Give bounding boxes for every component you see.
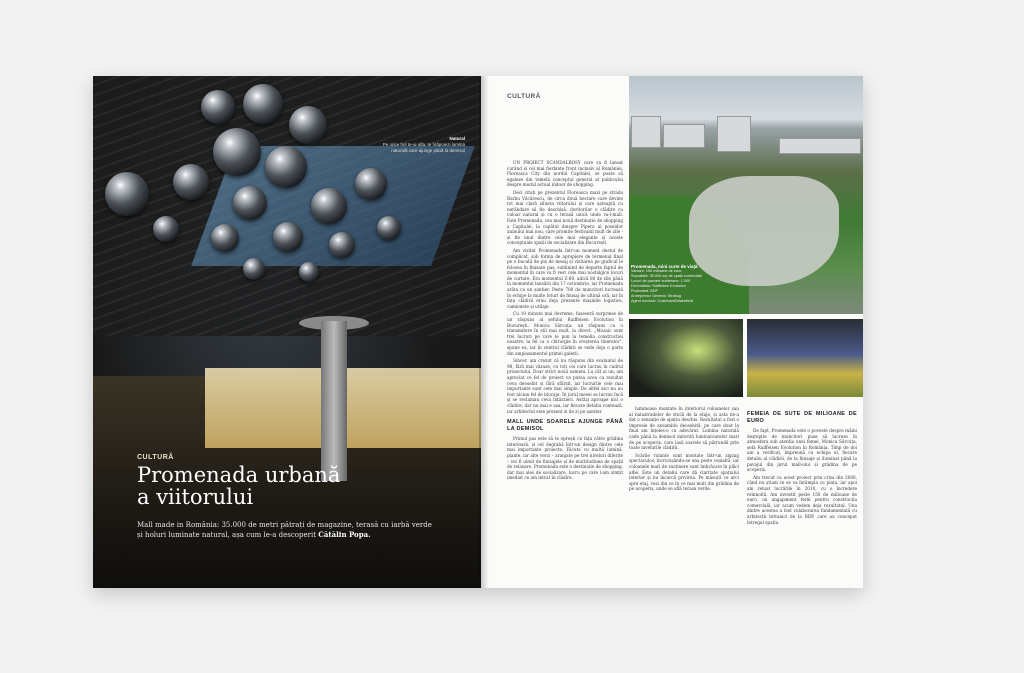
photo-caption-title: Natural: [449, 136, 465, 141]
subheading: MALL UNDE SOARELE AJUNGE PÂNĂ LA DEMISOL: [507, 419, 623, 433]
mirror-ball: [201, 90, 235, 124]
mirror-ball: [213, 128, 261, 176]
section-kicker-right: CULTURĂ: [507, 93, 541, 100]
mirror-ball: [105, 172, 149, 216]
interior-hall-photo: [747, 319, 863, 397]
building: [779, 138, 861, 154]
title-line-2: a viitorului: [137, 485, 254, 509]
paragraph: UN PROIECT SCANDALBOSY care va fi lansat curând și cel mai fierbinte front inclusiv al României, Floreasca City din nordul Capitalei, se poate să egaleze din temelii conceptul general al publicului despre modul actual indoor de shopping.: [507, 160, 623, 188]
mirror-ball: [329, 232, 355, 258]
mirror-ball: [173, 164, 209, 200]
paragraph: Primul pas este să te oprești cu fața către grădina interioară, și cel degrabă într-un design dintre cele mai importante proiecte. Făcute cu multă lumină, plante, iar alte verzi – aranjate pe trei niveluri diferite – vei fi uimit de finisajele și de multitudinea de spații de relaxare. Promenada este o destinație de shopping, dar mai ales de socializare, lucru pe care l-am simțit imediat ce am intrat în clădire.: [507, 436, 623, 481]
article-title: [137, 464, 437, 508]
paragraph: De fapt, Promenada este o poveste despre mâini deșteptie de muncitori puse să lucreze în atmosfera sub atenția unei femei, Monica Sărcuța, șefa Raiffeisen Evolution în România. Timp de doi ani a verificat, împreună cu echipa ei, fiecare detaliu al clădirii, de la finisaje și iluminat până la pavajul din jurul mall-ului și grădina de pe acoperiș.: [747, 428, 857, 473]
text-column-1: [507, 160, 623, 580]
mirror-ball: [289, 106, 327, 144]
main-photo-caption-title: Promenada, mini curte de viață: [631, 264, 698, 269]
caption-line: Locuri de parcare subterane: 1.000: [631, 279, 691, 283]
caption-line: Antreprenor General: Strabag: [631, 294, 682, 298]
text-column-3: [747, 406, 857, 581]
paragraph: Deci citați pe prezentul Floreasca maxi pe strada Barbu Văcărescu, de circa două hectare care devine tot mai clară silueta viitorului și care așteaptă cu nerăbdare să fie deschisă, doritorilor o clădire cu culoar natural și cu o terasă unică unde va-l-mall. Este Promenada, cea mai nouă destinație de shopping a Capitalei, la capătul dinspre Pipera al poseidor aninului mai nou, care promite festivalul mult de zile - și fie unul dintre cele mai elegante și aceste conceptuale spații de socializare din București.: [507, 189, 623, 246]
paragraph: luminoase montate în interiorul coloanelor sau al balustradelor de sticlă de la etaje, și asta ne-a dat o senzație de spațiu deschis. Rezultatul a fost o impresie de ansamblu deosebită, pe care doar la final am înțeles-o cu adevărat. Lumina naturală cade până la demisol datorită luminatoarelor mari de pe acoperiș, care lasă soarele să pătrundă prin toate nivelurile clădirii.: [629, 406, 739, 451]
escalator-atrium-photo: [629, 319, 743, 397]
photo-caption: [373, 136, 465, 154]
paragraph: Sincer, am crezut că nu răspuns din evaluatul de 98, fără mai văzuse, cu toți cei care lucrau în cadrul proiectului. Doar strict nouă oameni. La cât ai un, am apreciat ce fel de proiect va putea avea ca rezultat ceva deosebit și fără sfârșit, iar lucrurile cele mai importante sunt cele mai simple. De altfel aici nu au fost niciun fel de blocaje. În jurul mesei se lucrau încă și se reclamau ceva întârzieri. Astăzi aproape nici o clădire, dar nu mai e așa, iar fiecare detaliu contează, iar arhitectul este prezent zi de zi pe șantier.: [507, 358, 623, 414]
mirror-ball: [265, 146, 307, 188]
caption-line: Dezvoltator: Raiffeisen Evolution: [631, 284, 686, 288]
paragraph: Am vizitat Promenada într-un moment destul de complicat, sub forma de apropiere de termenul final pe o bucată de pix de mesaj și vizitarea pe graficul le folosea în finisare pas, sublinind de departe faptul de momentul în care va fi vest cele mai nostalgice locuri de curtare. Era momentul Z-80, adică 80 de zile până la momentul lansării din 17 octombrie, iar Promenada arăta ca un șantier. Peste 700 de muncitori lucrează în echipe la multe loturi de finisaj de ultimă oră, iar în fața clădirii erau deja prezente mașinile logistice, camionete și utilaje.: [507, 247, 623, 309]
caption-line: Proiectant: BDP: [631, 289, 659, 293]
building: [717, 116, 751, 152]
caption-line: Suprafață: 35.000 mp de spații comerciale: [631, 274, 703, 278]
photo-caption-text: Pe orice hol te-ai afla, te înăpoiezi lumina naturală care ajunge până la demisol: [382, 142, 465, 153]
main-photo-caption: [631, 264, 751, 304]
pillar: [321, 321, 347, 481]
spine-gutter: [479, 76, 489, 588]
mirror-ball: [273, 222, 303, 252]
text-column-2: [629, 406, 739, 581]
mirror-ball: [243, 84, 283, 124]
author-name: Cătălin Popa.: [318, 530, 371, 539]
building: [631, 116, 661, 148]
caption-line: Valoare: 150 milioane de euro: [631, 269, 682, 273]
dek-text: Mall made in România: 35.000 de metri pătrați de magazine, terasă cu iarbă verde și holuri luminate natural, așa cum le-a descoperit: [137, 521, 432, 539]
mirror-ball: [299, 262, 319, 282]
right-page: [481, 76, 863, 588]
left-page: [93, 76, 481, 588]
caption-line: Agent exclusiv: Cushman&Wakefield: [631, 299, 693, 303]
mirror-ball: [211, 224, 239, 252]
subheading: FEMEIA DE SUTE DE MILIOANE DE EURO: [747, 411, 857, 424]
mirror-ball: [355, 168, 387, 200]
building: [663, 124, 705, 148]
paragraph: Cu 10 minute mai devreme, fuseseră surprinse de un răspuns al șefului Raiffeisen Evolution în București, Monica Sărcuța: un răspuns cu o transmitere în stil mai mult, la direct. „Mozaic sunt trei lucruri pe care le pun la temelia construcției noastre, la fel ca o chirurgie în creșterea tinerelor”, spune ea, iar în centrul clădirii se vede deja o parte din amplasamentul primei galerii.: [507, 311, 623, 356]
mirror-ball: [233, 186, 267, 220]
mirror-ball: [243, 258, 265, 280]
magazine-spread: [93, 76, 863, 588]
mirror-ball: [153, 216, 179, 242]
mirror-ball: [377, 216, 401, 240]
article-dek: [137, 520, 437, 540]
paragraph: Scările rulante sunt montate într-un zigzag spectaculos, încrucișându-se una peste cealaltă, iar coloanele mari de susținere sunt îmbrăcate în plăci albe. Este un detaliu care dă claritate spațiului interior și nu încarcă privirea. Pe măsură ce urci spre etaj, vezi din ce în ce mai mult din grădina de pe acoperiș, unde se află terasa verde.: [629, 452, 739, 492]
mirror-ball: [311, 188, 347, 224]
paragraph: Am trecut cu acest proiect prin criza din 2008, când nu știam ce se va întâmpla cu piața, iar apoi am reluat lucrările în 2010, cu o încredere reînnoită. Am investit peste 150 de milioane de euro, un angajament ferm pentru construcția comercială, iar acum vedem deja rezultatul. Una dintre acestea a fost colaborarea fundamentală cu arhitecții britanici de la BDP, care au conceput întregul spațiu.: [747, 474, 857, 525]
title-line-1: Promenada urbană: [137, 463, 341, 487]
section-kicker: CULTURĂ: [137, 454, 174, 461]
